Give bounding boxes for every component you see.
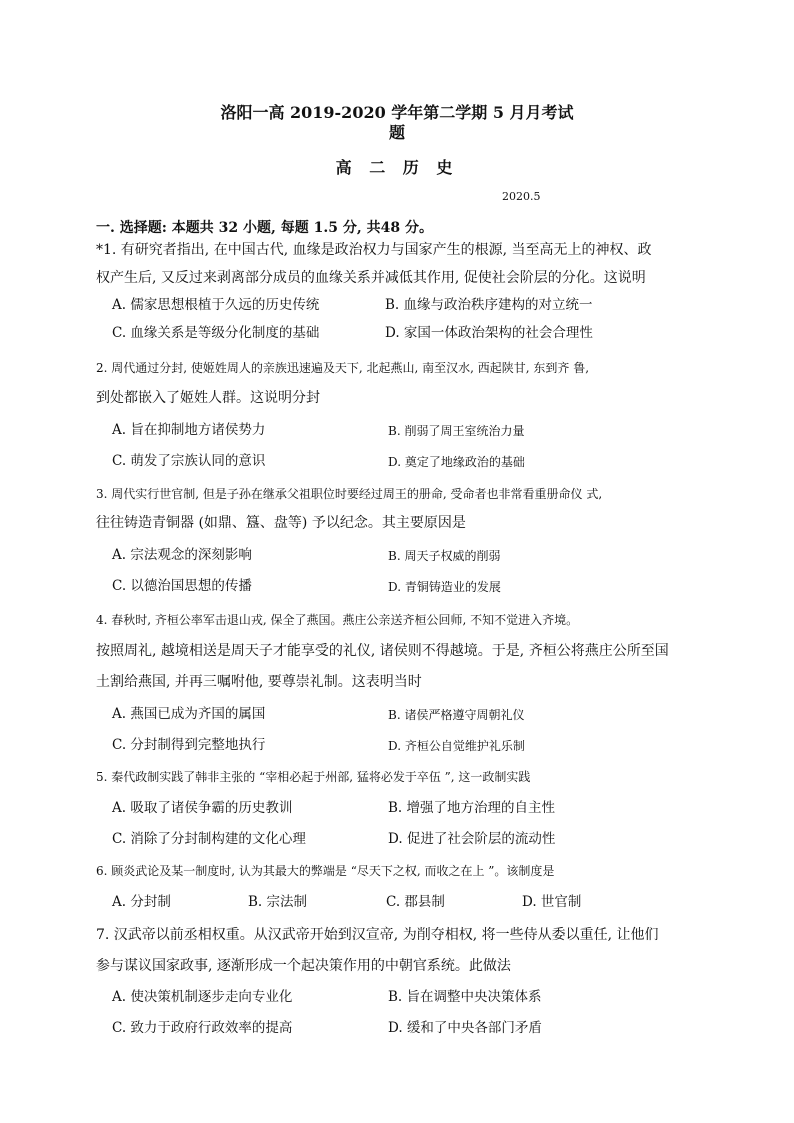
question-2-option-c: C. 萌发了宗族认同的意识 <box>112 453 266 469</box>
question-5-option-d: D. 促进了社会阶层的流动性 <box>388 831 556 847</box>
question-4-option-b: B. 诸侯严格遵守周朝礼仪 <box>388 708 525 722</box>
question-7-stem-line-1: 7. 汉武帝以前丞相权重。从汉武帝开始到汉宣帝, 为削夺相权, 将一些侍从委以重任, 让他们 <box>96 927 659 943</box>
question-1-stem-line-2: 权产生后, 又反过来剥离部分成员的血缘关系并减低其作用, 促使社会阶层的分化。这说明 <box>96 270 646 286</box>
question-2-stem-line-1: 2. 周代通过分封, 使姬姓周人的亲族迅速遍及天下, 北起燕山, 南至汉水, 西起陕甘, 东到齐 鲁, <box>96 361 590 375</box>
question-3-option-b: B. 周天子权威的削弱 <box>388 549 501 563</box>
question-7-option-b: B. 旨在调整中央决策体系 <box>388 989 542 1005</box>
question-6-option-d: D. 世官制 <box>522 894 582 910</box>
question-2-option-b: B. 削弱了周王室统治力量 <box>388 424 525 438</box>
question-3-stem-line-2: 往往铸造青铜器 (如鼎、簋、盘等) 予以纪念。其主要原因是 <box>96 515 466 531</box>
question-4-stem-line-1: 4. 春秋时, 齐桓公率军击退山戎, 保全了燕国。燕庄公亲送齐桓公回师, 不知不觉进入齐境。 <box>96 613 579 627</box>
question-1-option-d: D. 家国一体政治架构的社会合理性 <box>385 325 593 341</box>
question-4-stem-line-2: 按照周礼, 越境相送是周天子才能享受的礼仪, 诸侯则不得越境。于是, 齐桓公将燕庄公所至国 <box>96 643 669 659</box>
question-3-option-d: D. 青铜铸造业的发展 <box>388 580 501 594</box>
exam-title: 洛阳一高 2019-2020 学年第二学期 5 月月考试 <box>220 103 574 122</box>
question-6-option-c: C. 郡县制 <box>386 894 445 910</box>
question-7-option-c: C. 致力于政府行政效率的提高 <box>112 1020 293 1036</box>
question-5-option-a: A. 吸取了诸侯争霸的历史教训 <box>112 800 293 816</box>
exam-title-continuation: 题 <box>388 123 405 142</box>
question-5-option-b: B. 增强了地方治理的自主性 <box>388 800 556 816</box>
question-6-stem-line-1: 6. 顾炎武论及某一制度时, 认为其最大的弊端是 “尽天下之权, 而收之在上 ”。该制度是 <box>96 864 555 878</box>
section-heading: 一. 选择题: 本题共 32 小题, 每题 1.5 分, 共48 分。 <box>96 220 433 236</box>
question-4-option-c: C. 分封制得到完整地执行 <box>112 737 266 753</box>
question-4-option-a: A. 燕国已成为齐国的属国 <box>112 706 266 722</box>
question-7-stem-line-2: 参与谋议国家政事, 逐渐形成一个起决策作用的中朝官系统。此做法 <box>96 958 511 974</box>
exam-date: 2020.5 <box>502 190 541 203</box>
question-2-option-a: A. 旨在抑制地方诸侯势力 <box>112 422 266 438</box>
question-2-stem-line-2: 到处都嵌入了姬姓人群。这说明分封 <box>96 390 320 406</box>
subject-heading: 高 二 历 史 <box>335 158 459 177</box>
question-1-option-b: B. 血缘与政治秩序建构的对立统一 <box>385 297 593 313</box>
question-4-option-d: D. 齐桓公自觉维护礼乐制 <box>388 739 525 753</box>
question-5-stem-line-1: 5. 秦代政制实践了韩非主张的 “宰相必起于州部, 猛将必发于卒伍 ”, 这一政制实践 <box>96 770 531 784</box>
question-1-option-c: C. 血缘关系是等级分化制度的基础 <box>112 325 320 341</box>
question-6-option-b: B. 宗法制 <box>248 894 308 910</box>
question-1-stem-line-1: *1. 有研究者指出, 在中国古代, 血缘是政治权力与国家产生的根源, 当至高无上的神权、政 <box>96 242 652 258</box>
question-1-option-a: A. 儒家思想根植于久远的历史传统 <box>112 297 320 313</box>
question-6-option-a: A. 分封制 <box>112 894 171 910</box>
question-3-stem-line-1: 3. 周代实行世官制, 但是子孙在继承父祖职位时要经过周王的册命, 受命者也非常看重册命仪 式, <box>96 487 603 501</box>
question-5-option-c: C. 消除了分封制构建的文化心理 <box>112 831 306 847</box>
question-7-option-a: A. 使决策机制逐步走向专业化 <box>112 989 293 1005</box>
question-4-stem-line-3: 土割给燕国, 并再三嘱咐他, 要尊崇礼制。这表明当时 <box>96 674 422 690</box>
question-3-option-a: A. 宗法观念的深刻影响 <box>112 547 252 563</box>
question-3-option-c: C. 以德治国思想的传播 <box>112 578 252 594</box>
question-2-option-d: D. 奠定了地缘政治的基础 <box>388 455 525 469</box>
question-7-option-d: D. 缓和了中央各部门矛盾 <box>388 1020 542 1036</box>
